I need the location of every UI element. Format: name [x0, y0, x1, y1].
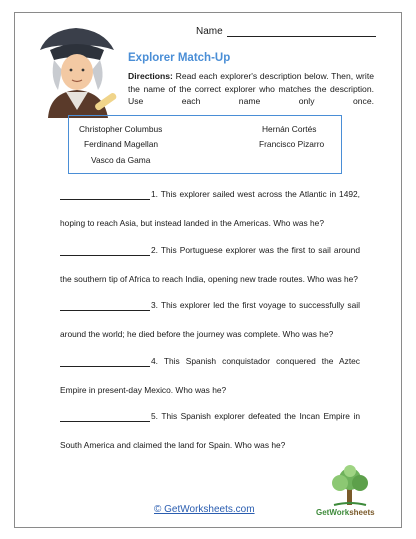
question-text-continued: South America and claimed the land for Spain. Who was he? — [60, 440, 286, 450]
name-line[interactable] — [227, 27, 376, 37]
word-bank-item: Vasco da Gama — [91, 155, 151, 165]
question-text: 1. This explorer sailed west across the Atlantic in 1492, — [151, 189, 360, 199]
question-text: 2. This Portuguese explorer was the first to sail around — [151, 245, 360, 255]
question-text: 4. This Spanish conquistador conquered the Aztec — [151, 356, 360, 366]
directions-label: Directions: — [128, 71, 173, 81]
answer-blank[interactable] — [60, 246, 150, 256]
answer-blank[interactable] — [60, 190, 150, 200]
word-bank-item: Hernán Cortés — [262, 124, 317, 134]
word-bank-item: Francisco Pizarro — [259, 139, 325, 149]
question-text-continued: hoping to reach Asia, but instead landed in the Americas. Who was he? — [60, 218, 324, 228]
question-text-continued: around the world; he died before the journey was complete. Who was he? — [60, 329, 334, 339]
getworksheets-link[interactable]: © GetWorksheets.com — [154, 504, 255, 515]
question-text-continued: Empire in present-day Mexico. Who was he? — [60, 385, 227, 395]
logo-get: Get — [316, 508, 330, 517]
question-4 — [60, 355, 360, 396]
question-text: 3. This explorer led the first voyage to successfully sail — [151, 300, 360, 310]
logo-wordmark — [316, 508, 375, 517]
question-text-continued: the southern tip of Africa to reach India, opening new trade routes. Who was he? — [60, 274, 358, 284]
directions-text — [128, 70, 374, 108]
question-3 — [60, 299, 360, 340]
logo-sheets: sheets — [349, 508, 375, 517]
question-1 — [60, 188, 360, 229]
word-bank — [68, 115, 342, 174]
question-5 — [60, 410, 360, 451]
word-bank-item: Ferdinand Magellan — [84, 139, 159, 149]
name-field[interactable] — [196, 26, 376, 37]
explorer-portrait-image — [28, 20, 124, 118]
logo-work: Work — [329, 508, 350, 517]
answer-blank[interactable] — [60, 301, 150, 311]
worksheet-title: Explorer Match-Up — [128, 52, 231, 64]
directions-body: Read each explorer's description below. Then, write the name of the correct explorer who matches the description. Use each name only once. — [128, 71, 374, 107]
question-text: 5. This Spanish explorer defeated the Incan Empire in — [151, 411, 360, 421]
name-label: Name — [196, 26, 223, 37]
question-2 — [60, 244, 360, 285]
word-bank-item: Christopher Columbus — [79, 124, 163, 134]
answer-blank[interactable] — [60, 412, 150, 422]
answer-blank[interactable] — [60, 357, 150, 367]
